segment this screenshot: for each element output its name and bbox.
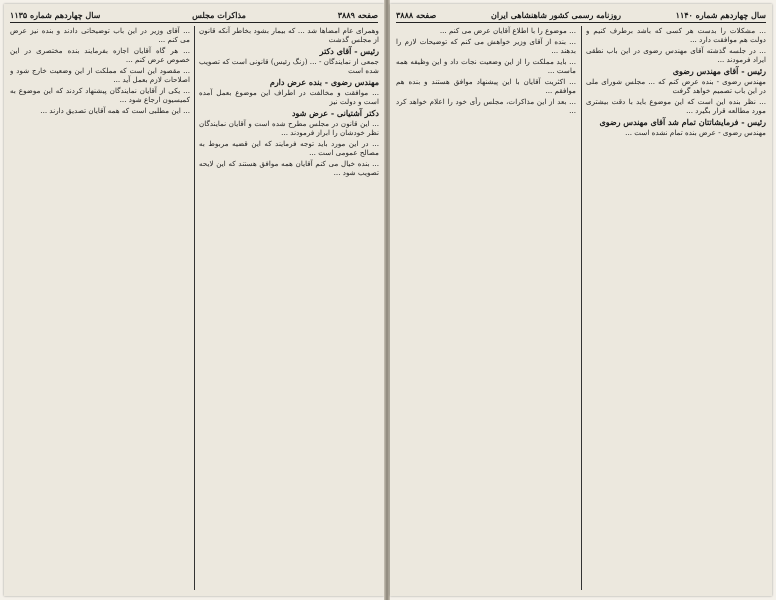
text-column-2 bbox=[396, 26, 576, 590]
paragraph: ... باید مملکت را از این وضعیت نجات داد و این وظیفه همه ماست ... bbox=[396, 57, 576, 75]
paragraph: ... هر گاه آقایان اجازه بفرمایند بنده مختصری در این خصوص عرض کنم ... bbox=[10, 46, 190, 64]
paragraph: ... موافقت و مخالفت در اطراف این موضوع بعمل آمده است و دولت نیز bbox=[199, 88, 379, 106]
speaker-heading: مهندس رضوی - بنده عرض دارم bbox=[269, 77, 379, 87]
column-rule bbox=[581, 26, 582, 590]
paragraph: مهندس رضوی - عرض بنده تمام نشده است ... bbox=[625, 128, 766, 137]
paragraph: ... بنده از آقای وزیر خواهش می کنم که توضیحات لازم را بدهند ... bbox=[396, 37, 576, 55]
paragraph: ... یکی از آقایان نمایندگان پیشنهاد کردند که این موضوع به کمیسیون ارجاع شود ... bbox=[10, 86, 190, 104]
speaker-heading: رئیس - آقای دکتر bbox=[319, 46, 379, 56]
paragraph: ... بنده خیال می کنم آقایان همه موافق هستند که این لایحه تصویب شود ... bbox=[199, 159, 379, 177]
paragraph: مهندس رضوی - بنده عرض کنم که ... مجلس شورای ملی در این باب تصمیم خواهد گرفت bbox=[586, 77, 766, 95]
page-header-right bbox=[396, 8, 766, 23]
paragraph: ... این مطلبی است که همه آقایان تصدیق دارند ... bbox=[40, 106, 190, 115]
text-column-1 bbox=[586, 26, 766, 590]
issue-info: سال چهاردهم شماره ۱۱۳۵ bbox=[10, 10, 101, 20]
paragraph: ... آقای وزیر در این باب توضیحاتی دادند و بنده نیز عرض می کنم ... bbox=[10, 26, 190, 44]
speaker-heading: رئیس - فرمایشاتتان تمام شد آقای مهندس رضوی bbox=[599, 117, 766, 127]
paragraph: ... اکثریت آقایان با این پیشنهاد موافق هستند و بنده هم موافقم ... bbox=[396, 77, 576, 95]
issue-info: سال چهاردهم شماره ۱۱۴۰ bbox=[675, 10, 766, 20]
text-column-1 bbox=[199, 26, 379, 590]
paragraph: ... در این مورد باید توجه فرمایند که این قضیه مربوط به مصالح عمومی است ... bbox=[199, 139, 379, 157]
paragraph: جمعی از نمایندگان - ... (زنگ رئیس) قانونی است که تصویب شده است bbox=[199, 57, 379, 75]
newspaper-page-right bbox=[390, 4, 772, 596]
paragraph: ... این قانون در مجلس مطرح شده است و آقایان نمایندگان نظر خودشان را ابراز فرمودند ... bbox=[199, 119, 379, 137]
newspaper-page-left bbox=[4, 4, 384, 596]
paragraph: ... نظر بنده این است که این موضوع باید با دقت بیشتری مورد مطالعه قرار بگیرد ... bbox=[586, 97, 766, 115]
page-number: صفحه ۳۸۸۸ bbox=[396, 10, 437, 20]
newspaper-title: روزنامه رسمی کشور شاهنشاهی ایران bbox=[490, 10, 621, 20]
section-title: مذاکرات مجلس bbox=[192, 10, 246, 20]
column-rule bbox=[194, 26, 195, 590]
speaker-heading: دکتر آشتیانی - عرض شود bbox=[291, 108, 379, 118]
paragraph: ... موضوع را با اطلاع آقایان عرض می کنم ... bbox=[439, 26, 576, 35]
paragraph: ... بعد از این مذاکرات، مجلس رأی خود را اعلام خواهد کرد ... bbox=[396, 97, 576, 115]
page-number: صفحه ۳۸۸۹ bbox=[337, 10, 378, 20]
page-header-left bbox=[10, 8, 378, 23]
speaker-heading: رئیس - آقای مهندس رضوی bbox=[672, 66, 766, 76]
text-column-2 bbox=[10, 26, 190, 590]
paragraph: ... در جلسه گذشته آقای مهندس رضوی در این باب نطقی ایراد فرمودند ... bbox=[586, 46, 766, 64]
paragraph: وهمرای عام امضاها شد ... که بیمار بشود بخاطر آنکه قانون از مجلس گذشت bbox=[199, 26, 379, 44]
paragraph: ... مشکلات را بدست هر کسی که باشد برطرف کنیم و دولت هم موافقت دارد ... bbox=[586, 26, 766, 44]
paragraph: ... مقصود این است که مملکت از این وضعیت خارج شود و اصلاحات لازم بعمل آید ... bbox=[10, 66, 190, 84]
